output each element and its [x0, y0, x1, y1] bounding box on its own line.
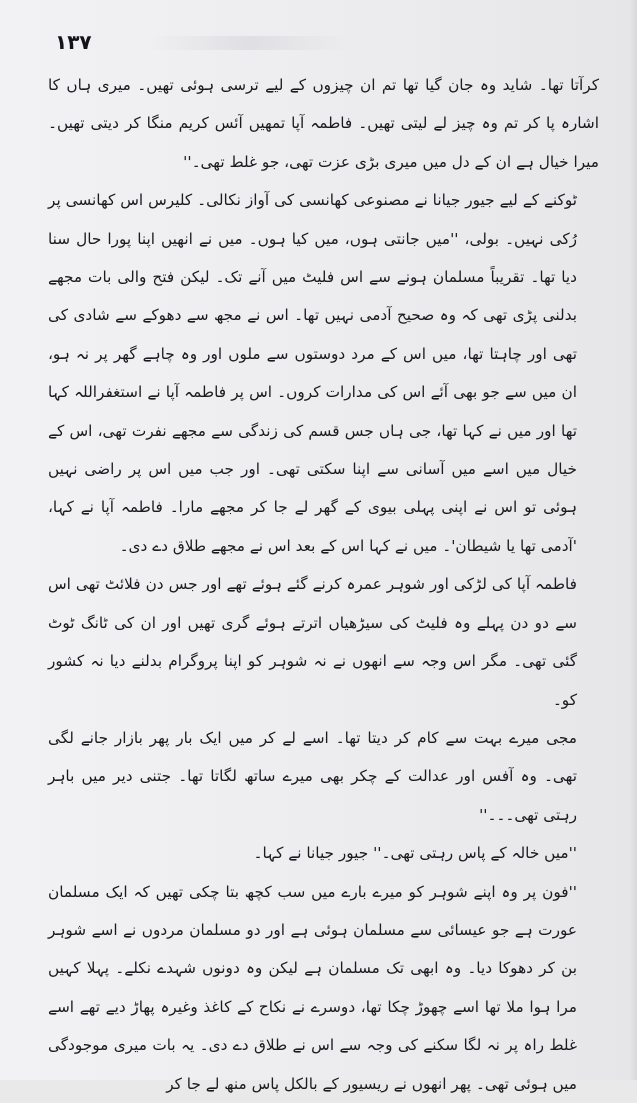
paragraph-2: ٹوکنے کے لیے جیور جیانا نے مصنوعی کھانسی کی آواز نکالی۔ کلیرس اس کھانسی پر رُکی نہیں۔ بولی، ''میں جانتی ہوں، میں کیا ہوں۔ میں نے انھیں اپنا پورا حال سنا دیا تھا۔ تقریباً مسلمان ہونے سے اس فلیٹ میں آنے تک۔ لیکن فتح والی بات مجھے بدلنی پڑی تھی کہ وہ صحیح آدمی نہیں تھا۔ اس نے مجھ سے دھوکے سے شادی کی تھی اور چاہتا تھا، میں اس کے مرد دوستوں سے ملوں اور وہ چاہے گھر پر نہ ہو، ان میں سے جو بھی آئے اس کی مدارات کروں۔ اس پر فاطمہ آپا نے استغفراللہ کہا تھا اور میں نے کہا تھا، جی ہاں جس قسم کی زندگی سے مجھے نفرت تھی، اس کے خیال میں اسے میں آسانی سے اپنا سکتی تھی۔ اور جب میں اس پر راضی نہیں ہوئی تو اس نے اپنی پہلی بیوی کے گھر لے جا کر مجھے مارا۔ فاطمہ آپا نے کہا، 'آدمی تھا یا شیطان'۔ میں نے کہا اس کے بعد اس نے مجھے طلاق دے دی۔ [48, 191, 577, 555]
show-through-smudge [150, 36, 350, 50]
paragraph-4: مجی میرے بہت سے کام کر دیتا تھا۔ اسے لے کر میں ایک بار پھر بازار جانے لگی تھی۔ وہ آفس اور عدالت کے چکر بھی میرے ساتھ لگاتا تھا۔ جتنی دیر میں باہر رہتی تھی۔۔۔'' [48, 728, 577, 824]
paragraph-5: ''میں خالہ کے پاس رہتی تھی۔'' جیور جیانا نے کہا۔ [253, 844, 577, 863]
paragraph-3: فاطمہ آپا کی لڑکی اور شوہر عمرہ کرنے گئے ہوئے تھے اور جس دن فلائٹ تھی اس سے دو دن پہلے وہ فلیٹ کی سیڑھیاں اترتے ہوئے گری تھیں اور ان کی ٹانگ ٹوٹ گئی تھی۔ مگر اس وجہ سے انھوں نے نہ شوہر کو اپنا پروگرام بدلنے دیا نہ کشور کو۔ [48, 575, 577, 709]
page-number: ۱۳۷ [55, 30, 92, 54]
page-edge-shadow [629, 0, 637, 1080]
body-text [48, 66, 599, 1103]
paragraph-6: ''فون پر وہ اپنے شوہر کو میرے بارے میں سب کچھ بتا چکی تھیں کہ ایک مسلمان عورت ہے جو عیسائی سے مسلمان ہوئی ہے اور دو مسلمان مردوں نے اسے شوہر بن کر دھوکا دیا۔ وہ ابھی تک مسلمان ہے لیکن وہ دونوں شہدے نکلے۔ پہلا کہیں مرا ہوا ملا تھا اسے چھوڑ چکا تھا، دوسرے نے نکاح کے کاغذ وغیرہ پھاڑ دیے تھے اسے غلط راہ پر نہ لگا سکنے کی وجہ سے اس نے طلاق دے دی۔ یہ بات میری موجودگی میں ہوئی تھی۔ پھر انھوں نے ریسیور کے بالکل پاس منھ لے جا کر [48, 882, 577, 1093]
paragraph-1: کرآتا تھا۔ شاید وہ جان گیا تھا تم ان چیزوں کے لیے ترسی ہوئی تھیں۔ میری ہاں کا اشارہ پا کر تم وہ چیز لے لیتی تھیں۔ فاطمہ آپا تمھیں آئس کریم منگا کر دیتی تھیں۔ میرا خیال ہے ان کے دل میں میری بڑی عزت تھی، جو غلط تھی۔'' [48, 76, 599, 171]
